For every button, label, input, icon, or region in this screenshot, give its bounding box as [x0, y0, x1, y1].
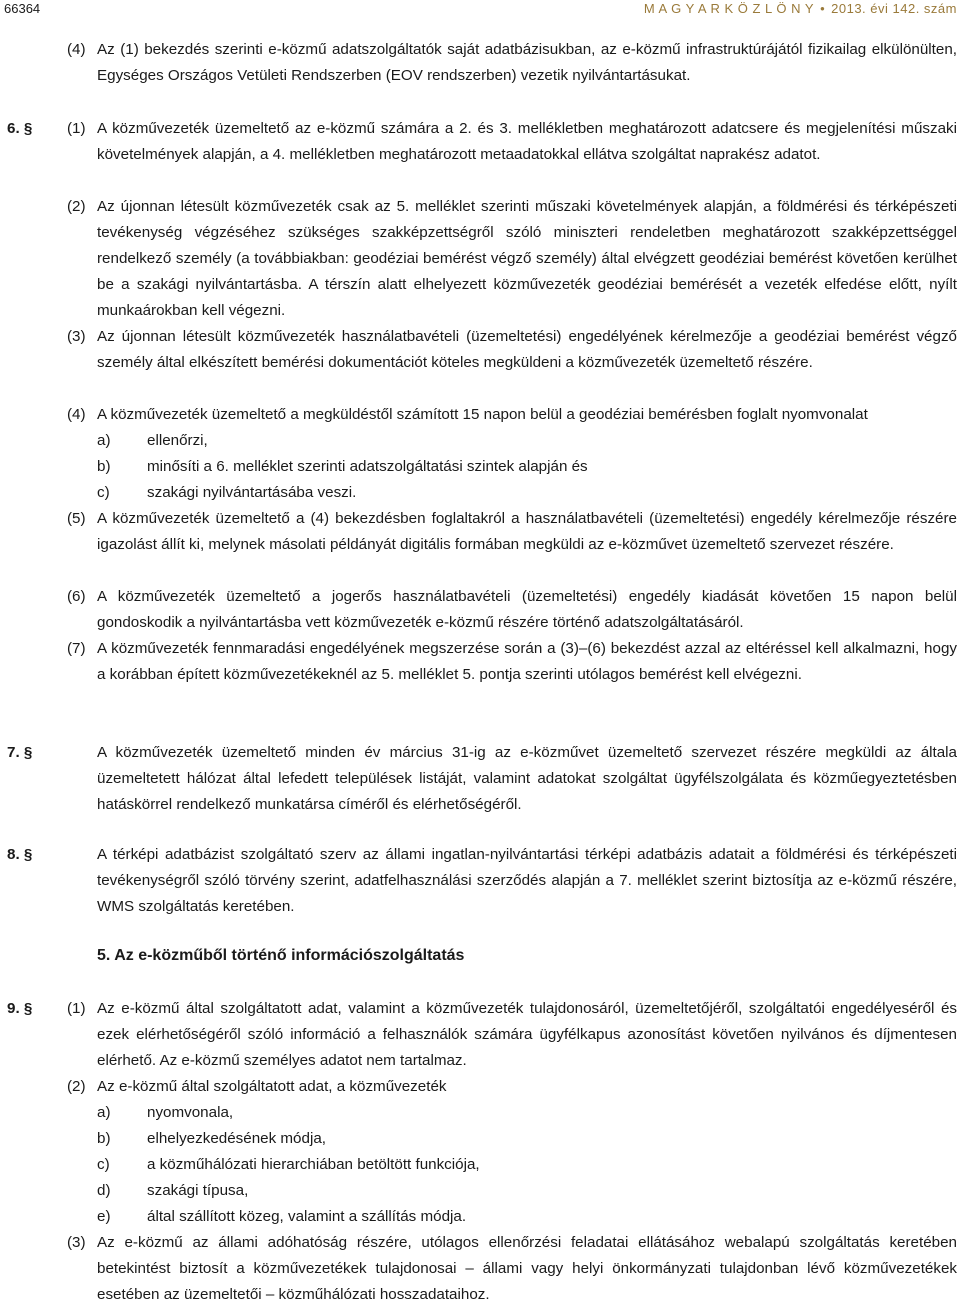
header-bullet: •	[820, 1, 826, 16]
paragraph-number: (4)	[67, 406, 86, 423]
paragraph-text: A közművezeték üzemeltető a jogerős használatbavételi (üzemeltetési) engedély kiadását követően 15 napon belül gondoskodik a nyilvántartásba vett közművezeték e-közmű részére történő adatszolgáltatásáról.	[97, 588, 957, 631]
paragraph-text: Az újonnan létesült közművezeték csak az 5. melléklet szerinti műszaki követelmények alapján, a földmérési és térképészeti tevékenység végzéséhez szükséges szakképzettségről szóló miniszteri rendeletben meghatározott szakképzettséggel rendelkező személy (a továbbiakban: geodéziai bemérést végző személy) által elvégzett geodéziai bemérést követően kerülhet be a szakági nyilvántartásba. A térszín alatt elhelyezett közművezeték geodéziai bemérését a vezeték elfedése előtt, nyílt munkaárokban kell végezni.	[97, 198, 957, 319]
paragraph-text: A közművezeték üzemeltető az e-közmű számára a 2. és 3. mellékletben meghatározott adatcsere és megjelenítési műszaki követelmények alapján, a 4. mellékletben meghatározott metaadatokkal ellátva szolgáltat naprakész adatot.	[97, 120, 957, 163]
section-label-7: 7. §	[7, 744, 33, 761]
section-label-6: 6. §	[7, 120, 33, 137]
list-item-label: c)	[97, 484, 110, 501]
paragraph-number: (2)	[67, 1078, 86, 1095]
list-item-label: a)	[97, 432, 111, 449]
paragraph-number: (3)	[67, 1234, 86, 1251]
section-label-9: 9. §	[7, 1000, 33, 1017]
paragraph-number: (3)	[67, 328, 86, 345]
paragraph-number: (7)	[67, 640, 86, 657]
paragraph-text: Az e-közmű által szolgáltatott adat, valamint a közművezeték tulajdonosáról, üzemeltetőjéről, szolgáltatói engedélyeséről és ezek elérhetőségéről szóló információ a felhasználók számára ügyfélkapus azonosítást követően nyilvános és díjmentesen elérhető. Az e-közmű személyes adatot nem tartalmaz.	[97, 1000, 957, 1069]
section-label-8: 8. §	[7, 846, 33, 863]
list-item-label: b)	[97, 458, 111, 475]
paragraph-text: A közművezeték üzemeltető a megküldéstől számított 15 napon belül a geodéziai bemérésben foglalt nyomvonalat	[97, 406, 868, 423]
list-item-text: nyomvonala,	[147, 1104, 234, 1121]
page-header	[0, 0, 960, 22]
list-item-label: e)	[97, 1208, 111, 1225]
paragraph-text: Az újonnan létesült közművezeték használatbavételi (üzemeltetési) engedélyének kérelmezője a geodéziai bemérést végző személy által elkészített bemérési dokumentációt köteles megküldeni a közművezeték üzemeltető részére.	[97, 328, 957, 371]
paragraph-text: A közművezeték fennmaradási engedélyének megszerzése során a (3)–(6) bekezdést azzal az eltéréssel kell alkalmazni, hogy a korábban épített közművezetékeknél az 5. melléklet 5. pontja szerinti utólagos bemérést kell elvégezni.	[97, 640, 957, 683]
paragraph-text: A közművezeték üzemeltető minden év március 31-ig az e-közművet üzemeltető szervezet részére megküldi az általa üzemeltetett hálózat által lefedett települések listáját, valamint adatokat szolgáltat ügyfélszolgálata és közműegyeztetésben hatáskörrel rendelkező munkatársa címéről és elérhetőségéről.	[97, 744, 957, 813]
paragraph-number: (6)	[67, 588, 86, 605]
paragraph-number: (4)	[67, 41, 86, 58]
paragraph-text: A közművezeték üzemeltető a (4) bekezdésben foglaltakról a használatbavételi (üzemeltetési) engedély kérelmezője részére igazolást állít ki, melynek másolati példányát digitális formában megküldi az e-közművet üzemeltető szervezet részére.	[97, 510, 957, 553]
list-item-text: szakági típusa,	[147, 1182, 249, 1199]
list-item-text: elhelyezkedésének módja,	[147, 1130, 326, 1147]
list-item-text: ellenőrzi,	[147, 432, 208, 449]
page-number: 66364	[4, 1, 41, 16]
paragraph-text: Az e-közmű az állami adóhatóság részére, utólagos ellenőrzési feladatai ellátásához webalapú szolgáltatás keretében betekintést biztosít a közművezetékek tulajdonosai – állami vagy helyi önkormányzati tulajdonban lévő közművezetékek esetében az üzemeltetői – közműhálózati hosszadataihoz.	[97, 1234, 957, 1303]
paragraph-text: A térképi adatbázist szolgáltató szerv az állami ingatlan-nyilvántartási térképi adatbázis adatait a földmérési és térképészeti tevékenységről szóló törvény szerint, adatfelhasználási szerződés alapján a 7. melléklet szerint biztosítja az e-közmű részére, WMS szolgáltatás keretében.	[97, 846, 957, 915]
paragraph-number: (1)	[67, 1000, 86, 1017]
paragraph-number: (5)	[67, 510, 86, 527]
list-item-text: által szállított közeg, valamint a szállítás módja.	[147, 1208, 467, 1225]
paragraph-number: (1)	[67, 120, 86, 137]
list-item-label: c)	[97, 1156, 110, 1173]
paragraph-text: Az (1) bekezdés szerinti e-közmű adatszolgáltatók saját adatbázisukban, az e-közmű infrastruktúrájától fizikailag elkülönülten, Egységes Országos Vetületi Rendszerben (EOV rendszerben) vezetik nyilvántartásukat.	[97, 41, 957, 84]
list-item-text: szakági nyilvántartásába veszi.	[147, 484, 357, 501]
journal-title: M A G Y A R K Ö Z L Ö N Y	[643, 1, 815, 16]
issue-number: 2013. évi 142. szám	[831, 1, 957, 16]
list-item-text: minősíti a 6. melléklet szerinti adatszolgáltatási szintek alapján és	[147, 458, 588, 475]
list-item-text: a közműhálózati hierarchiában betöltött funkciója,	[147, 1156, 480, 1173]
chapter-heading: 5. Az e-közműből történő információszolgáltatás	[97, 947, 465, 964]
list-item-label: b)	[97, 1130, 111, 1147]
list-item-label: d)	[97, 1182, 111, 1199]
paragraph-number: (2)	[67, 198, 86, 215]
journal-header	[644, 1, 957, 16]
paragraph-text: Az e-közmű által szolgáltatott adat, a közművezeték	[97, 1078, 447, 1095]
list-item-label: a)	[97, 1104, 111, 1121]
